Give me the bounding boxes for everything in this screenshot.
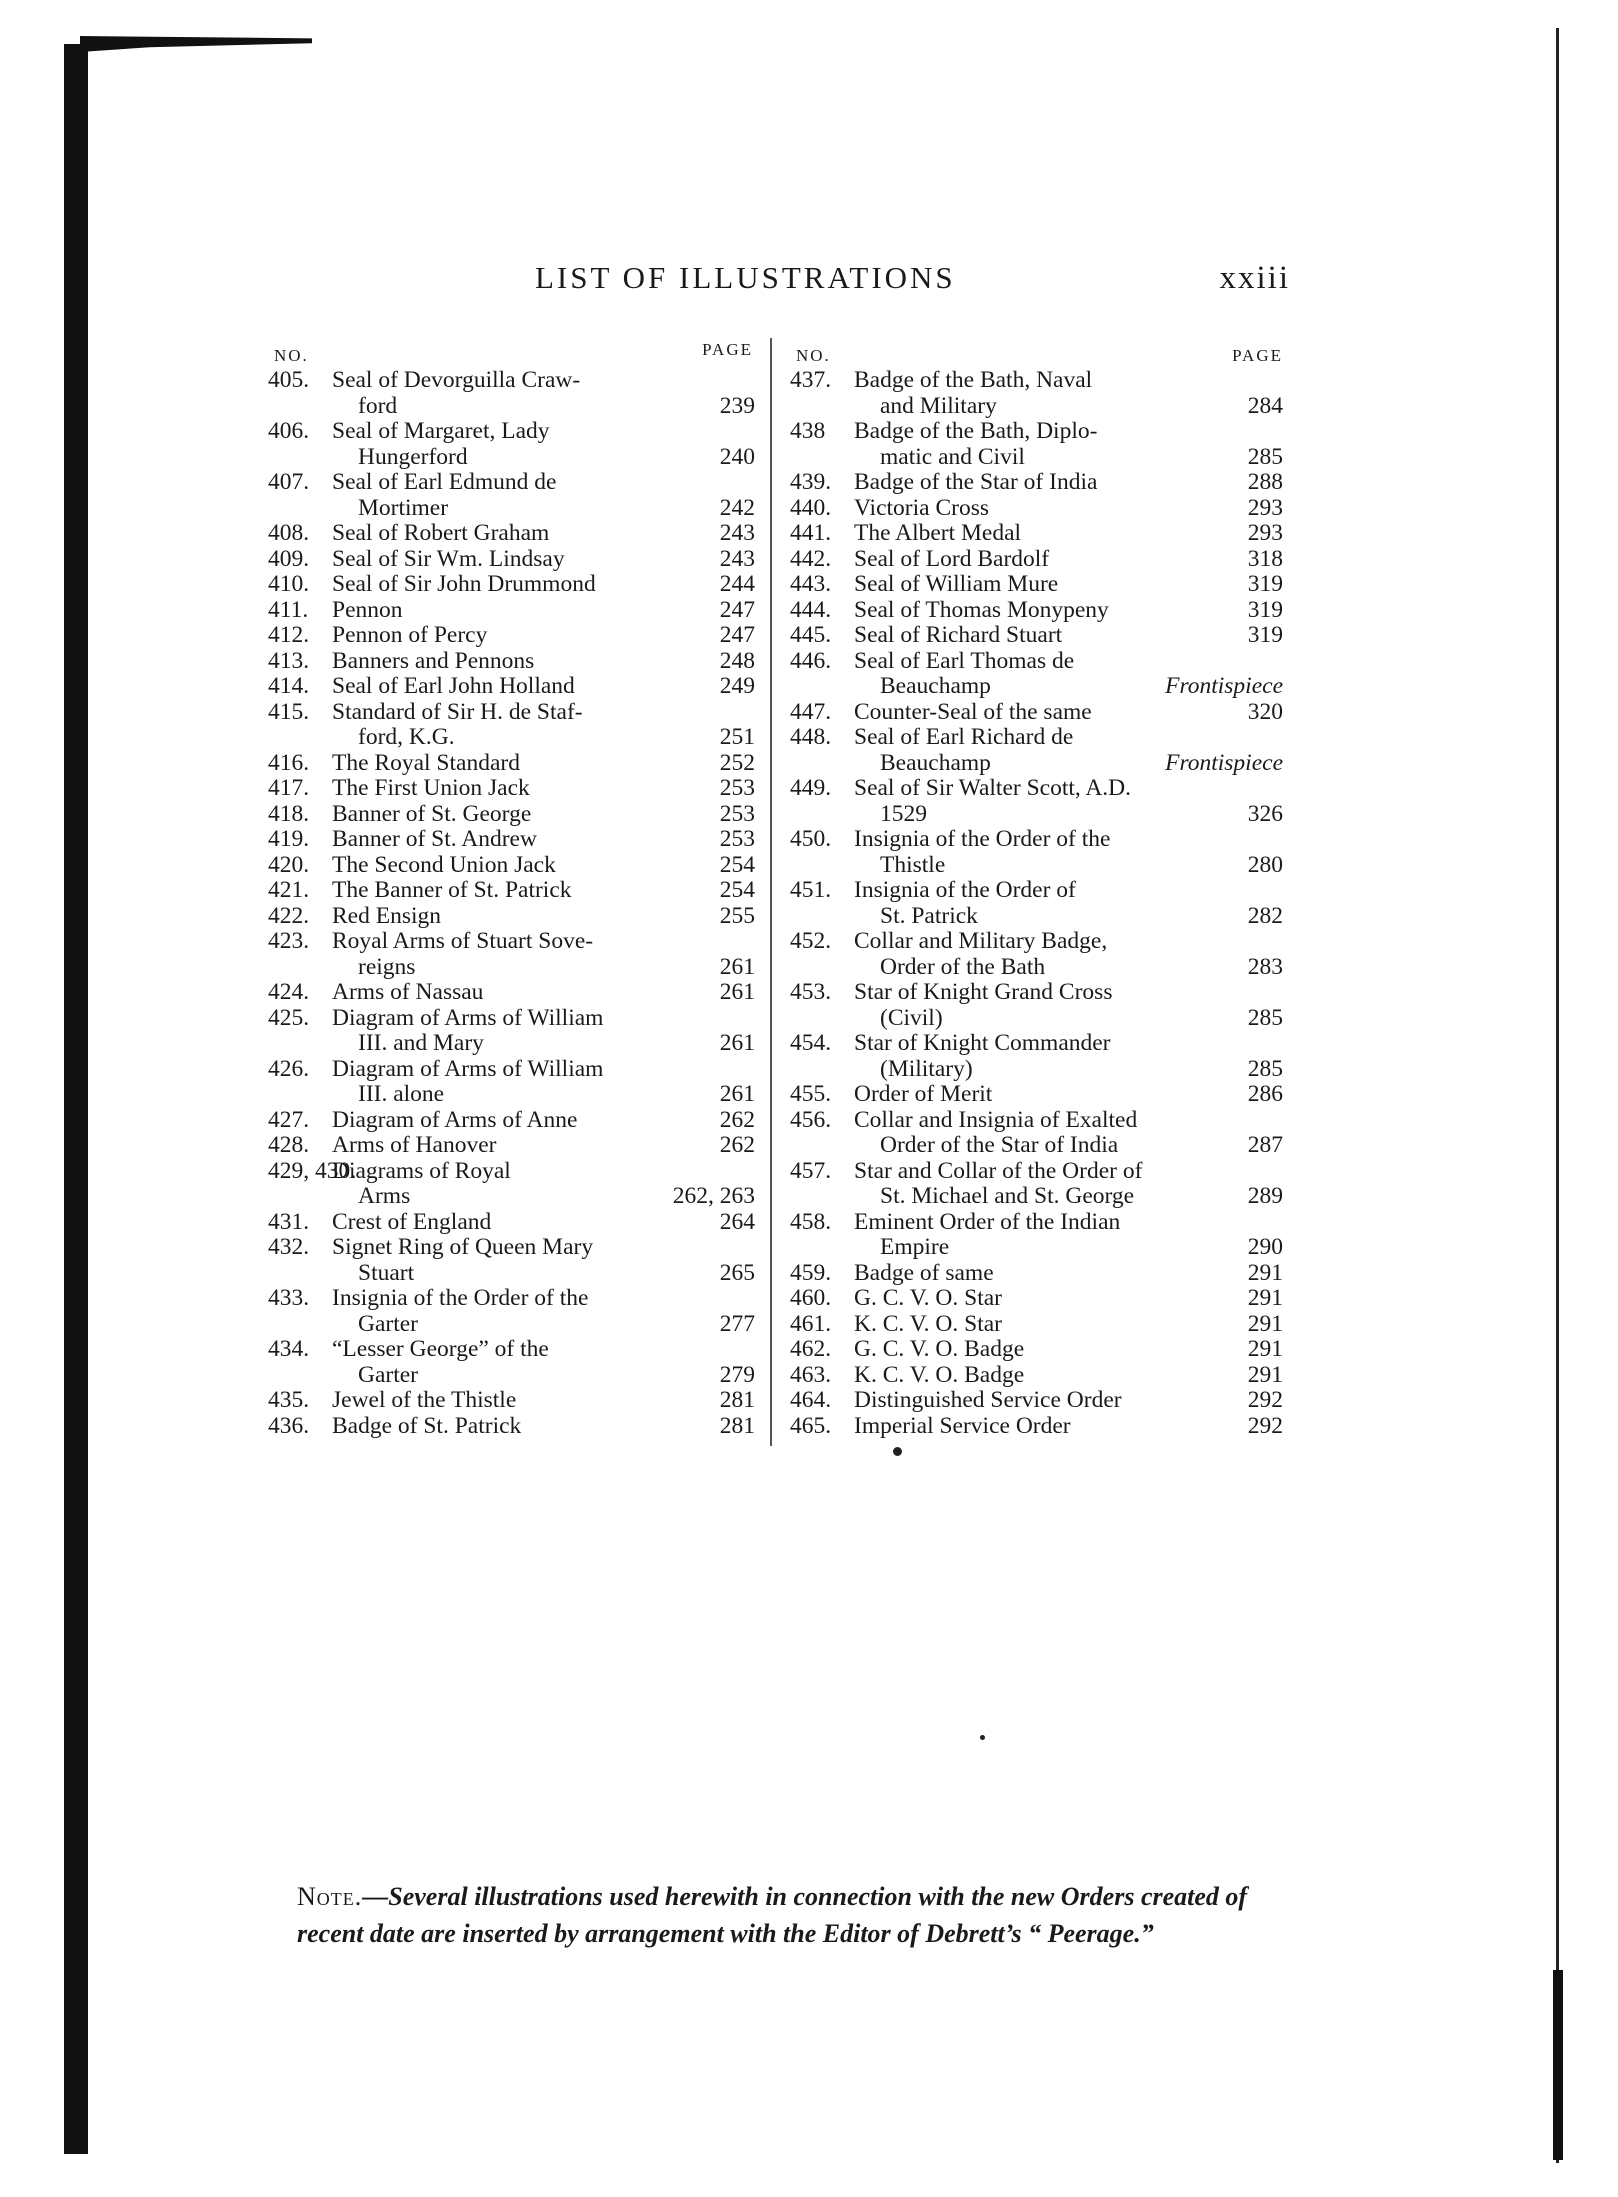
- illustration-entry: [790, 1210, 1283, 1261]
- entry-title-line: Banner of St. George: [332, 801, 532, 827]
- page-right-edge-shadow: [1553, 1970, 1563, 2160]
- illustration-entry: [790, 419, 1283, 470]
- entry-title-line: Badge of same: [854, 1260, 994, 1286]
- entry-number: 419.: [268, 826, 310, 852]
- illustration-entry: [268, 1414, 755, 1440]
- left-column: [268, 340, 755, 1439]
- illustration-entry: [268, 929, 755, 980]
- entry-number: 425.: [268, 1004, 310, 1031]
- illustration-entry: [790, 827, 1283, 878]
- entry-number: 438: [790, 418, 826, 444]
- entry-number: 414.: [268, 673, 310, 699]
- illustration-entry: [268, 572, 755, 598]
- entry-title-line: Badge of St. Patrick: [332, 1413, 522, 1439]
- illustration-entry: [790, 1159, 1283, 1210]
- entry-title-line: Stuart: [358, 1260, 415, 1286]
- illustration-entry: [268, 598, 755, 624]
- page-heading: PAGE: [1232, 346, 1283, 365]
- entry-title-line: ford: [358, 393, 398, 419]
- entry-title-line: III. and Mary: [358, 1031, 484, 1056]
- ink-speck: [980, 1735, 985, 1740]
- entry-title-line: 1529: [880, 801, 927, 827]
- entry-title-line: Banner of St. Andrew: [332, 827, 537, 852]
- entry-number: 453.: [790, 979, 832, 1005]
- entry-number: 431.: [268, 1208, 310, 1235]
- entry-title-line: Red Ensign: [332, 903, 442, 929]
- illustration-entry: [268, 368, 755, 419]
- illustration-entry: [268, 1006, 755, 1057]
- entry-page: 277: [719, 1310, 755, 1337]
- entry-number: 442.: [790, 545, 832, 572]
- entry-title-line: Garter: [358, 1311, 419, 1337]
- entry-title-line: Seal of Thomas Monypeny: [854, 597, 1109, 623]
- entry-title-line: Thistle: [880, 852, 946, 878]
- entry-number: 436.: [268, 1412, 310, 1439]
- entry-page: 262: [719, 1106, 755, 1133]
- entry-page: 243: [719, 520, 755, 546]
- entry-page: 293: [1247, 520, 1283, 546]
- entry-number: 439.: [790, 469, 832, 495]
- entry-title-line: III. alone: [358, 1082, 445, 1107]
- entry-page: 281: [719, 1387, 755, 1413]
- entry-number: 408.: [268, 520, 310, 546]
- entry-number: 449.: [790, 775, 832, 801]
- book-spine-shadow: [64, 44, 88, 2154]
- illustration-entry: [790, 470, 1283, 496]
- entry-title-line: Order of Merit: [854, 1082, 993, 1107]
- entry-title-line: Signet Ring of Queen Mary: [332, 1235, 594, 1260]
- illustration-entry: [790, 572, 1283, 598]
- entry-title-line: Seal of Sir Walter Scott, A.D.: [854, 776, 1132, 801]
- entry-page: 326: [1247, 800, 1283, 827]
- entry-number: 460.: [790, 1285, 832, 1311]
- entry-page: 280: [1247, 851, 1283, 878]
- entry-page: 247: [719, 596, 755, 623]
- entry-number: 463.: [790, 1361, 832, 1388]
- entry-page: 247: [719, 622, 755, 648]
- entry-number: 465.: [790, 1412, 832, 1439]
- entry-page: 281: [719, 1412, 755, 1439]
- illustration-entry: [268, 853, 755, 879]
- page-title: LIST OF ILLUSTRATIONS: [535, 260, 956, 295]
- entry-number: 455.: [790, 1081, 832, 1107]
- entry-page: 288: [1247, 469, 1283, 495]
- entry-number: 420.: [268, 851, 310, 878]
- illustration-entry: [790, 776, 1283, 827]
- entry-page: 243: [719, 545, 755, 572]
- entry-title-line: Seal of Robert Graham: [332, 521, 550, 546]
- entry-number: 424.: [268, 979, 310, 1005]
- entry-number: 418.: [268, 800, 310, 827]
- column-divider: [770, 338, 772, 1446]
- illustration-entry: [268, 521, 755, 547]
- page-heading: PAGE: [702, 340, 753, 359]
- entry-title-line: The Banner of St. Patrick: [332, 878, 572, 903]
- entry-title-line: Royal Arms of Stuart Sove-: [332, 929, 594, 954]
- entry-page: 240: [719, 443, 755, 470]
- entry-title-line: Arms of Hanover: [332, 1133, 497, 1158]
- entry-page: 293: [1247, 494, 1283, 521]
- entry-number: 428.: [268, 1132, 310, 1158]
- entry-page: 265: [719, 1259, 755, 1286]
- illustration-entry: [790, 649, 1283, 700]
- entry-number: 444.: [790, 596, 832, 623]
- entry-page: 253: [719, 775, 755, 801]
- entry-page: 262: [719, 1132, 755, 1158]
- entry-page: 319: [1247, 596, 1283, 623]
- entry-title-line: reigns: [358, 954, 416, 980]
- entry-page: 282: [1247, 902, 1283, 929]
- entry-page: 261: [719, 1030, 755, 1056]
- entry-page: 261: [719, 953, 755, 980]
- entry-page: 291: [1247, 1361, 1283, 1388]
- entry-title-line: Victoria Cross: [854, 495, 989, 521]
- entry-number: 415.: [268, 698, 310, 725]
- illustration-entry: [268, 623, 755, 649]
- entry-title-line: St. Michael and St. George: [880, 1184, 1135, 1209]
- entry-title-line: Seal of Earl Richard de: [854, 725, 1074, 750]
- illustration-entry: [790, 1337, 1283, 1363]
- entry-number: 456.: [790, 1106, 832, 1133]
- illustration-entry: [790, 1082, 1283, 1108]
- illustration-entry: [268, 980, 755, 1006]
- entry-page: 279: [719, 1361, 755, 1388]
- entry-title-line: Insignia of the Order of the: [854, 827, 1111, 852]
- illustration-entry: [790, 598, 1283, 624]
- entry-title-line: Seal of Earl John Holland: [332, 674, 575, 699]
- illustration-entry: [790, 700, 1283, 726]
- left-column-header: [268, 340, 755, 368]
- entry-page: 285: [1247, 1055, 1283, 1082]
- entry-title-line: Pennon of Percy: [332, 623, 488, 648]
- right-column: [790, 340, 1283, 1439]
- footnote: [297, 1878, 1272, 1952]
- entry-page: Frontispiece: [1165, 673, 1283, 699]
- entry-page: 285: [1247, 443, 1283, 470]
- entry-number: 462.: [790, 1336, 832, 1362]
- entry-title-line: Arms: [358, 1184, 411, 1209]
- entry-title-line: Seal of Sir John Drummond: [332, 572, 596, 597]
- entry-number: 452.: [790, 928, 832, 954]
- entry-title-line: Jewel of the Thistle: [332, 1388, 517, 1413]
- entry-title-line: The First Union Jack: [332, 776, 530, 801]
- illustration-entry: [790, 1363, 1283, 1389]
- entry-page: 254: [719, 851, 755, 878]
- illustration-entry: [268, 700, 755, 751]
- entry-title-line: K. C. V. O. Star: [854, 1311, 1002, 1337]
- entry-title-line: Collar and Military Badge,: [854, 929, 1108, 954]
- entry-number: 447.: [790, 698, 832, 725]
- illustration-entry: [268, 419, 755, 470]
- entry-title-line: Beauchamp: [880, 674, 991, 699]
- illustration-entry: [268, 470, 755, 521]
- illustration-entry: [268, 1210, 755, 1236]
- entry-title-line: Order of the Bath: [880, 954, 1046, 980]
- entry-title-line: Seal of Margaret, Lady: [332, 419, 550, 444]
- entry-title-line: ford, K.G.: [358, 725, 455, 750]
- entry-title-line: Standard of Sir H. de Staf-: [332, 699, 583, 725]
- illustration-entry: [268, 1235, 755, 1286]
- entry-title-line: Diagrams of Royal: [332, 1158, 511, 1184]
- entry-title-line: and Military: [880, 393, 997, 419]
- entry-number: 434.: [268, 1336, 310, 1362]
- entry-number: 427.: [268, 1106, 310, 1133]
- entry-title-line: Mortimer: [358, 495, 449, 521]
- illustration-entry: [268, 1337, 755, 1388]
- entry-title-line: Seal of Sir Wm. Lindsay: [332, 546, 565, 572]
- entry-page: 239: [719, 392, 755, 419]
- entry-title-line: Garter: [358, 1362, 419, 1388]
- entry-number: 435.: [268, 1387, 310, 1413]
- entry-page: 264: [719, 1208, 755, 1235]
- illustration-entry: [790, 623, 1283, 649]
- entry-page: 249: [719, 673, 755, 699]
- illustration-entry: [268, 904, 755, 930]
- entry-title-line: Badge of the Bath, Diplo-: [854, 419, 1098, 444]
- illustration-entry: [790, 878, 1283, 929]
- no-heading: NO.: [796, 346, 831, 365]
- illustration-entry: [268, 649, 755, 675]
- entry-number: 429, 430.: [268, 1157, 357, 1184]
- entry-page: 319: [1247, 571, 1283, 597]
- entry-title-line: Seal of William Mure: [854, 572, 1059, 597]
- entry-number: 421.: [268, 877, 310, 903]
- illustration-entry: [790, 368, 1283, 419]
- entry-page: 291: [1247, 1285, 1283, 1311]
- entry-number: 409.: [268, 545, 310, 572]
- illustration-entry: [790, 1261, 1283, 1287]
- entry-title-line: (Civil): [880, 1005, 943, 1031]
- entry-page: 290: [1247, 1234, 1283, 1260]
- entry-number: 407.: [268, 469, 310, 495]
- entry-title-line: Diagram of Arms of William: [332, 1005, 604, 1031]
- entry-page: Frontispiece: [1165, 749, 1283, 776]
- entry-title-line: Imperial Service Order: [854, 1413, 1071, 1439]
- illustration-entry: [268, 802, 755, 828]
- entry-page: 286: [1247, 1081, 1283, 1107]
- illustration-entry: [790, 980, 1283, 1031]
- entry-number: 450.: [790, 826, 832, 852]
- entry-title-line: Crest of England: [332, 1209, 492, 1235]
- entry-page: 251: [719, 724, 755, 750]
- entry-number: 423.: [268, 928, 310, 954]
- entry-title-line: Pennon: [332, 597, 403, 623]
- entry-page: 318: [1247, 545, 1283, 572]
- illustration-entry: [268, 547, 755, 573]
- illustration-entry: [790, 496, 1283, 522]
- book-spine-top-edge: [80, 36, 312, 52]
- entry-number: 443.: [790, 571, 832, 597]
- entry-title-line: matic and Civil: [880, 444, 1025, 470]
- entry-page: 261: [719, 1081, 755, 1107]
- entry-number: 432.: [268, 1234, 310, 1260]
- entry-number: 406.: [268, 418, 310, 444]
- entry-number: 433.: [268, 1285, 310, 1311]
- illustration-entry: [790, 725, 1283, 776]
- entry-number: 457.: [790, 1157, 832, 1184]
- illustration-entry: [268, 1133, 755, 1159]
- right-column-header: [790, 340, 1283, 368]
- entry-title-line: G. C. V. O. Badge: [854, 1337, 1025, 1362]
- entry-title-line: Banners and Pennons: [332, 648, 535, 674]
- entry-title-line: The Royal Standard: [332, 750, 520, 776]
- left-entries: [268, 368, 755, 1439]
- entry-number: 413.: [268, 647, 310, 674]
- entry-title-line: The Albert Medal: [854, 521, 1022, 546]
- illustration-entry: [790, 1414, 1283, 1440]
- entry-title-line: (Military): [880, 1056, 973, 1082]
- entry-title-line: St. Patrick: [880, 903, 978, 929]
- entry-page: 291: [1247, 1336, 1283, 1362]
- entry-title-line: Order of the Star of India: [880, 1133, 1119, 1158]
- entry-title-line: Badge of the Star of India: [854, 470, 1098, 495]
- entry-number: 458.: [790, 1208, 832, 1235]
- entry-title-line: Star of Knight Commander: [854, 1031, 1111, 1056]
- illustration-entry: [268, 827, 755, 853]
- illustration-entry: [268, 1388, 755, 1414]
- illustration-entry: [268, 1057, 755, 1108]
- entry-title-line: K. C. V. O. Badge: [854, 1362, 1025, 1388]
- right-entries: [790, 368, 1283, 1439]
- illustration-entry: [790, 1388, 1283, 1414]
- entry-title-line: “Lesser George” of the: [332, 1337, 549, 1362]
- entry-number: 464.: [790, 1387, 832, 1413]
- no-heading: NO.: [274, 346, 309, 365]
- entry-title-line: Collar and Insignia of Exalted: [854, 1107, 1138, 1133]
- entry-title-line: Counter-Seal of the same: [854, 699, 1092, 725]
- entry-page: 261: [719, 979, 755, 1005]
- illustration-entry: [268, 1159, 755, 1210]
- entry-page: 292: [1247, 1412, 1283, 1439]
- entry-page: 292: [1247, 1387, 1283, 1413]
- entry-title-line: Beauchamp: [880, 750, 991, 776]
- ink-blot: [893, 1447, 902, 1456]
- entry-title-line: Star of Knight Grand Cross: [854, 980, 1113, 1005]
- illustration-entry: [790, 1286, 1283, 1312]
- illustration-entry: [268, 776, 755, 802]
- entry-number: 446.: [790, 647, 832, 674]
- entry-title-line: Seal of Earl Thomas de: [854, 648, 1075, 674]
- entry-page: 291: [1247, 1259, 1283, 1286]
- entry-number: 441.: [790, 520, 832, 546]
- illustration-entry: [268, 878, 755, 904]
- illustration-entry: [790, 1031, 1283, 1082]
- entry-number: 422.: [268, 902, 310, 929]
- entry-title-line: Insignia of the Order of the: [332, 1286, 589, 1311]
- entry-page: 287: [1247, 1132, 1283, 1158]
- entry-title-line: Hungerford: [358, 444, 468, 470]
- entry-title-line: The Second Union Jack: [332, 852, 556, 878]
- entry-number: 448.: [790, 724, 832, 750]
- entry-number: 410.: [268, 571, 310, 597]
- entry-title-line: Arms of Nassau: [332, 980, 484, 1005]
- entry-page: 320: [1247, 698, 1283, 725]
- entry-page: 248: [719, 647, 755, 674]
- entry-title-line: Insignia of the Order of: [854, 878, 1076, 903]
- entry-title-line: Badge of the Bath, Naval: [854, 368, 1093, 393]
- entry-title-line: Seal of Devorguilla Craw-: [332, 368, 581, 393]
- entry-page: 284: [1247, 392, 1283, 419]
- illustration-entry: [268, 1108, 755, 1134]
- entry-page: 289: [1247, 1183, 1283, 1209]
- illustration-entry: [268, 674, 755, 700]
- entry-page: 285: [1247, 1004, 1283, 1031]
- illustration-entry: [268, 751, 755, 777]
- entry-page: 253: [719, 800, 755, 827]
- note-lead: Note.: [297, 1882, 363, 1911]
- note-text: —Several illustrations used herewith in connection with the new Orders created of recent date are inserted by arrangement with the Editor of Debrett’s “ Peerage.”: [297, 1882, 1248, 1948]
- entry-number: 461.: [790, 1310, 832, 1337]
- entry-page: 255: [719, 902, 755, 929]
- entry-title-line: Seal of Earl Edmund de: [332, 470, 557, 495]
- entry-page: 244: [719, 571, 755, 597]
- entry-page: 291: [1247, 1310, 1283, 1337]
- entry-number: 459.: [790, 1259, 832, 1286]
- entry-page: 262, 263: [672, 1183, 755, 1209]
- entry-number: 451.: [790, 877, 832, 903]
- entry-page: 319: [1247, 622, 1283, 648]
- entry-title-line: Diagram of Arms of Anne: [332, 1107, 578, 1133]
- entry-page: 242: [719, 494, 755, 521]
- entry-number: 417.: [268, 775, 310, 801]
- page-number: xxiii: [1219, 260, 1290, 296]
- entry-number: 412.: [268, 622, 310, 648]
- entry-title-line: Seal of Richard Stuart: [854, 623, 1063, 648]
- illustration-entry: [790, 929, 1283, 980]
- entry-number: 440.: [790, 494, 832, 521]
- entry-number: 437.: [790, 367, 832, 393]
- running-header: [250, 258, 1290, 308]
- entry-title-line: Empire: [880, 1235, 950, 1260]
- entry-number: 405.: [268, 367, 310, 393]
- entry-title-line: Star and Collar of the Order of: [854, 1158, 1143, 1184]
- entry-page: 252: [719, 749, 755, 776]
- page-right-edge: [1556, 28, 1559, 2163]
- entry-title-line: Distinguished Service Order: [854, 1388, 1122, 1413]
- entry-title-line: Seal of Lord Bardolf: [854, 546, 1050, 572]
- entry-number: 411.: [268, 596, 309, 623]
- entry-page: 283: [1247, 953, 1283, 980]
- entry-page: 253: [719, 826, 755, 852]
- entry-number: 426.: [268, 1055, 310, 1082]
- entry-title-line: Eminent Order of the Indian: [854, 1209, 1121, 1235]
- illustration-entry: [790, 1108, 1283, 1159]
- illustration-entry: [790, 521, 1283, 547]
- illustration-entry: [790, 547, 1283, 573]
- entry-title-line: Diagram of Arms of William: [332, 1056, 604, 1082]
- illustration-entry: [790, 1312, 1283, 1338]
- entry-page: 254: [719, 877, 755, 903]
- entry-number: 416.: [268, 749, 310, 776]
- entry-number: 445.: [790, 622, 832, 648]
- entry-title-line: G. C. V. O. Star: [854, 1286, 1002, 1311]
- entry-number: 454.: [790, 1030, 832, 1056]
- illustration-entry: [268, 1286, 755, 1337]
